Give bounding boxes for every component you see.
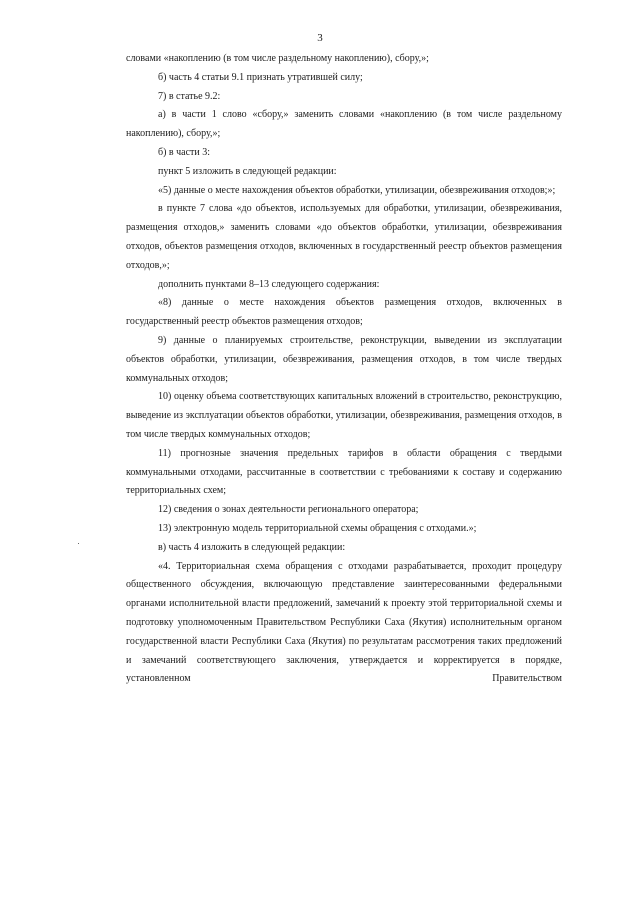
paragraph-14: 12) сведения о зонах деятельности регионального оператора;: [158, 504, 419, 516]
paragraph-5: б) в части 3:: [158, 146, 211, 158]
paragraph-3: 7) в статье 9.2:: [158, 90, 221, 102]
scan-speck: [78, 543, 79, 544]
paragraph-10: «8) данные о месте нахождения объектов размещения отходов, включенных в государственный реестр объектов размещения отходов;: [126, 297, 562, 328]
document-body: [126, 50, 562, 689]
paragraph-17: «4. Территориальная схема обращения с отходами разрабатывается, проходит процедуру общественного обсуждения, включающую представление заинтересованными федеральными органами исполнительной власти предложений, замечаний к проекту этой территориальной схемы и подготовку уполномоченным Правительством Республики Саха (Якутия) исполнительным органом государственной власти Республики Саха (Якутия) по результатам рассмотрения таких предложений и замечаний соответствующего заключения, утверждается и корректируется в порядке, установленном Правительством: [126, 560, 562, 685]
paragraph-12: 10) оценку объема соответствующих капитальных вложений в строительство, реконструкцию, выведение из эксплуатации объектов обработки, утилизации, обезвреживания, размещения отходов, в том числе твердых коммунальных отходов;: [126, 391, 562, 440]
paragraph-8: в пункте 7 слова «до объектов, используемых для обработки, утилизации, обезвреживания, размещения отходов,» заменить словами «до объектов обработки, утилизации, обезвреживания отходов, объектов размещения отходов, включенных в государственный реестр объектов размещения отходов,»;: [126, 203, 562, 271]
paragraph-13: 11) прогнозные значения предельных тарифов в области обращения с твердыми коммунальными отходами, рассчитанные в соответствии с требованиями к составу и содержанию территориальных схем;: [126, 447, 562, 497]
paragraph-1: словами «накоплению (в том числе раздельному накоплению), сбору,»;: [126, 53, 429, 64]
paragraph-2: б) часть 4 статьи 9.1 признать утратившей силу;: [158, 71, 363, 83]
paragraph-9: дополнить пунктами 8–13 следующего содержания:: [158, 278, 380, 290]
paragraph-16: в) часть 4 изложить в следующей редакции:: [158, 541, 346, 553]
paragraph-6: пункт 5 изложить в следующей редакции:: [158, 165, 337, 177]
paragraph-7: «5) данные о месте нахождения объектов обработки, утилизации, обезвреживания отходов;»;: [158, 184, 556, 196]
paragraph-15: 13) электронную модель территориальной схемы обращения с отходами.»;: [158, 522, 477, 534]
paragraph-4: а) в части 1 слово «сбору,» заменить словами «накоплению (в том числе раздельному накоплению), сбору,»;: [126, 109, 562, 140]
paragraph-11: 9) данные о планируемых строительстве, реконструкции, выведении из эксплуатации объектов обработки, утилизации, обезвреживания, размещения отходов, в том числе твердых коммунальных отходов;: [126, 334, 562, 384]
page-number: 3: [317, 32, 323, 44]
